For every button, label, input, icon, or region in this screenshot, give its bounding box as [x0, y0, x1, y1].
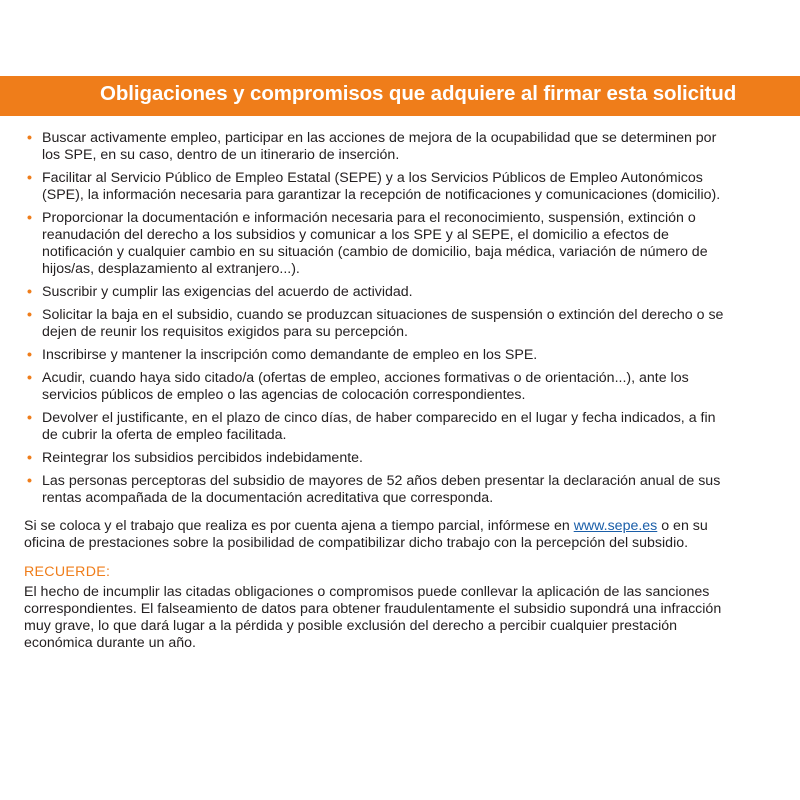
bullet-icon: • — [27, 170, 32, 186]
bullet-icon: • — [27, 347, 32, 363]
list-item — [24, 410, 724, 444]
obligation-text: Las personas perceptoras del subsidio de mayores de 52 años deben presentar la declaración anual de sus rentas acompañada de la documentación acreditativa que corresponda. — [42, 473, 721, 506]
obligation-text: Acudir, cuando haya sido citado/a (ofertas de empleo, acciones formativas o de orientación...), ante los servicios públicos de empleo o las agencias de colocación correspondientes. — [42, 370, 689, 403]
list-item — [24, 370, 724, 404]
bullet-icon: • — [27, 370, 32, 386]
obligation-text: Solicitar la baja en el subsidio, cuando se produzcan situaciones de suspensión o extinción del derecho o se dejen de reunir los requisitos exigidos para su percepción. — [42, 307, 724, 340]
sepe-link[interactable]: www.sepe.es — [573, 518, 658, 534]
part-time-text-end: o en su oficina de prestaciones sobre la posibilidad de compatibilizar dicho trabajo con la percepción del subsidio. — [24, 518, 708, 551]
obligation-text: Suscribir y cumplir las exigencias del acuerdo de actividad. — [42, 284, 413, 300]
obligation-text: Facilitar al Servicio Público de Empleo Estatal (SEPE) y a los Servicios Públicos de Empleo Autonómicos (SPE), la información necesaria para garantizar la recepción de notificaciones y comunicaciones (domicilio). — [42, 170, 721, 203]
part-time-paragraph — [24, 518, 724, 552]
bullet-icon: • — [27, 307, 32, 323]
list-item — [24, 210, 724, 278]
bullet-icon: • — [27, 410, 32, 426]
page-title: Obligaciones y compromisos que adquiere al firmar esta solicitud — [100, 82, 737, 105]
recuerde-paragraph: El hecho de incumplir las citadas obligaciones o compromisos puede conllevar la aplicación de las sanciones correspondientes. El falseamiento de datos para obtener fraudulentamente el subsidio supondrá una infracción muy grave, lo que dará lugar a la pérdida y posible exclusión del derecho a percibir cualquier prestación económica durante un año. — [24, 584, 722, 651]
obligation-text: Reintegrar los subsidios percibidos indebidamente. — [42, 450, 363, 466]
obligation-text: Devolver el justificante, en el plazo de cinco días, de haber comparecido en el lugar y fecha indicados, a fin de cubrir la oferta de empleo facilitada. — [42, 410, 716, 443]
list-item — [24, 307, 724, 341]
obligation-text: Inscribirse y mantener la inscripción como demandante de empleo en los SPE. — [42, 347, 538, 363]
recuerde-heading: RECUERDE: — [24, 564, 111, 580]
list-item — [24, 473, 724, 507]
obligations-list — [24, 130, 724, 507]
list-item — [24, 347, 724, 364]
list-item — [24, 130, 724, 164]
obligation-text: Buscar activamente empleo, participar en las acciones de mejora de la ocupabilidad que se determinen por los SPE, en su caso, dentro de un itinerario de inserción. — [42, 130, 717, 163]
obligation-text: Proporcionar la documentación e información necesaria para el reconocimiento, suspensión, extinción o reanudación del derecho a los subsidios y comunicar a los SPE y al SEPE, el domicilio a efectos de notificación y cualquier cambio en su situación (cambio de domicilio, baja médica, variación de número de hijos/as, desplazamiento al extranjero...). — [42, 210, 708, 277]
bullet-icon: • — [27, 210, 32, 226]
bullet-icon: • — [27, 130, 32, 146]
part-time-text: Si se coloca y el trabajo que realiza es por cuenta ajena a tiempo parcial, infórmese en — [24, 518, 574, 534]
bullet-icon: • — [27, 284, 32, 300]
list-item — [24, 170, 724, 204]
list-item — [24, 284, 724, 301]
bullet-icon: • — [27, 450, 32, 466]
list-item — [24, 450, 724, 467]
document-body — [24, 130, 724, 652]
bullet-icon: • — [27, 473, 32, 489]
